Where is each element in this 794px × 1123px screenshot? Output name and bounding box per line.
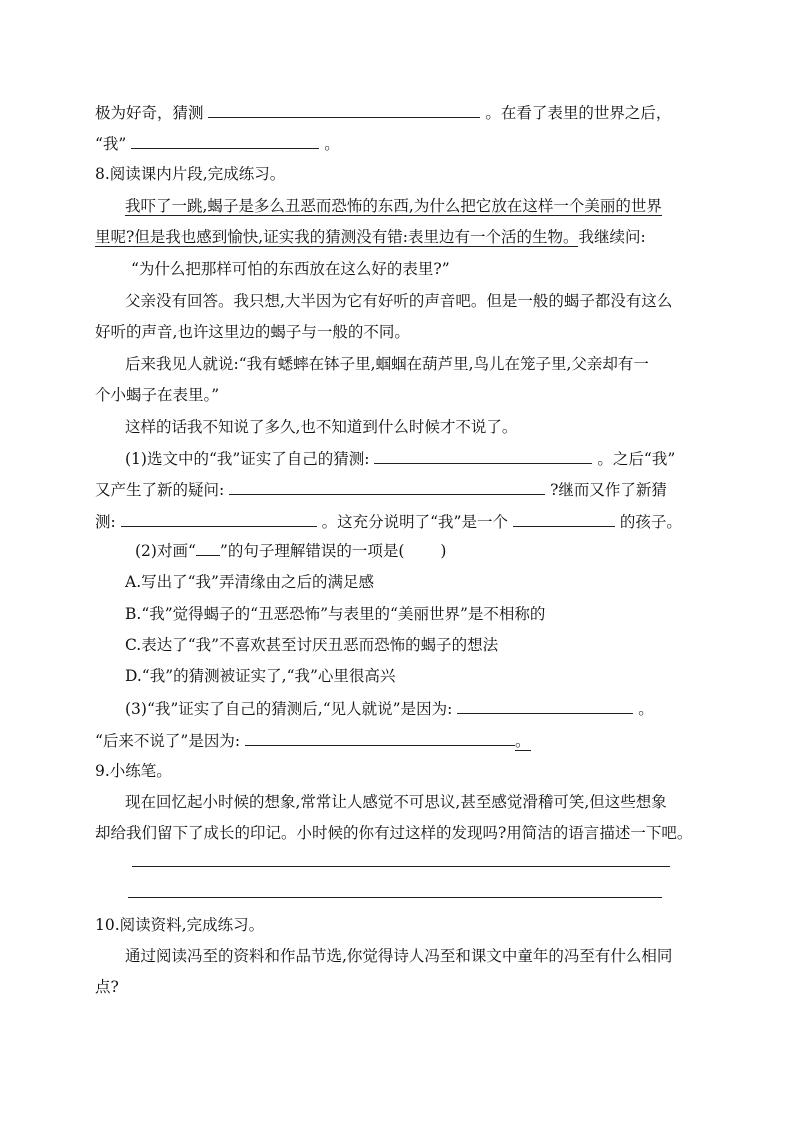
- q8-sub3-line1: [125, 697, 654, 720]
- question-text: ”的句子理解错误的一项是(: [219, 542, 405, 560]
- q10-line1: 通过阅读冯至的资料和作品节选,你觉得诗人冯至和课文中童年的冯至有什么相同: [125, 947, 673, 965]
- q8-sub1-line3: [95, 510, 682, 533]
- question-text: (1)选文中的“我”证实了自己的猜测:: [125, 450, 370, 468]
- q8-title: 8.阅读课内片段,完成练习。: [95, 165, 286, 183]
- q8-sub2-stem: [135, 540, 446, 562]
- question-text: 。: [638, 700, 654, 718]
- underline-marker: [196, 541, 220, 556]
- q10-line2: 点?: [95, 978, 119, 996]
- writing-line[interactable]: [128, 897, 662, 898]
- q8-sub2-option-c: C.表达了“我”不喜欢甚至讨厌丑恶而恐怖的蝎子的想法: [125, 636, 499, 654]
- q10-title: 10.阅读资料,完成练习。: [95, 916, 265, 934]
- q8-passage-p1-line2: [95, 226, 646, 248]
- q7-continuation-line2: [95, 132, 340, 155]
- q7-text: 。: [324, 135, 340, 153]
- underlined-sentence: 里呢?但是我也感到愉快,证实我的猜测没有错:表里边有一个活的生物。: [95, 228, 579, 246]
- question-text: 测:: [95, 513, 116, 531]
- q8-passage-p3-line2: 好听的声音,也许这里边的蝎子与一般的不同。: [95, 323, 410, 341]
- question-text: (3)“我”证实了自己的猜测后,“见人就说”是因为:: [125, 700, 453, 718]
- question-text: 的孩子。: [619, 513, 682, 531]
- q8-passage-p3-line1: 父亲没有回答。我只想,大半因为它有好听的声音吧。但是一般的蝎子都没有这么: [125, 292, 673, 310]
- underlined-sentence: 我吓了一跳,蝎子是多么丑恶而恐怖的东西,为什么把它放在这样一个美丽的世界: [125, 197, 662, 215]
- question-text: 。之后“我”: [597, 450, 676, 468]
- question-text: 。: [515, 732, 531, 750]
- question-text: ?继而又作了新猜: [550, 481, 667, 499]
- answer-blank[interactable]: [229, 478, 545, 495]
- question-text: “后来不说了”是因为:: [95, 732, 241, 750]
- q8-sub3-line2: [95, 729, 531, 752]
- question-text: 又产生了新的疑问:: [95, 481, 225, 499]
- answer-blank[interactable]: [121, 510, 317, 527]
- q8-passage-p4-line1: 后来我见人就说:“我有蟋蟀在钵子里,蝈蝈在葫芦里,鸟儿在笼子里,父亲却有一: [125, 355, 649, 373]
- q8-sub2-option-b: B.“我”觉得蝎子的“丑恶恐怖”与表里的“美丽世界”是不相称的: [125, 605, 546, 623]
- answer-blank[interactable]: [374, 447, 592, 464]
- answer-blank[interactable]: [245, 729, 515, 746]
- q8-passage-p4-line2: 个小蝎子在表里。”: [95, 386, 220, 404]
- q7-continuation-line1: [95, 101, 671, 124]
- q8-sub2-option-d: D.“我”的猜测被证实了,“我”心里很高兴: [125, 667, 396, 685]
- q8-sub1-line2: [95, 478, 667, 501]
- question-text: (2)对画“: [135, 542, 196, 560]
- q8-passage-p2: “为什么把那样可怕的东西放在这么好的表里?”: [131, 260, 450, 278]
- answer-blank[interactable]: [208, 101, 480, 118]
- answer-blank[interactable]: [513, 510, 615, 527]
- question-text: 。这充分说明了“我”是一个: [321, 513, 508, 531]
- answer-blank[interactable]: [131, 132, 319, 149]
- q9-line1: 现在回忆起小时候的想象,常常让人感觉不可思议,甚至感觉滑稽可笑,但这些想象: [125, 793, 667, 811]
- q7-text: 极为好奇，猜测: [95, 104, 204, 122]
- q8-passage-p5: 这样的话我不知说了多久,也不知道到什么时候才不说了。: [125, 418, 518, 436]
- q7-text: “我”: [95, 135, 127, 153]
- writing-line[interactable]: [132, 866, 670, 867]
- passage-text: 我继续问:: [578, 228, 646, 246]
- q8-sub2-option-a: A.写出了“我”弄清缘由之后的满足感: [125, 573, 374, 591]
- q8-passage-p1-line1: [125, 195, 662, 217]
- answer-blank[interactable]: [457, 697, 633, 714]
- q9-title: 9.小练笔。: [95, 762, 172, 780]
- q9-line2: 却给我们留下了成长的印记。小时候的你有过这样的发现吗?用简洁的语言描述一下吧。: [95, 824, 693, 842]
- q8-sub1-line1: [125, 447, 675, 470]
- q7-text: 。在看了表里的世界之后，: [485, 104, 672, 122]
- question-text: ): [440, 542, 447, 560]
